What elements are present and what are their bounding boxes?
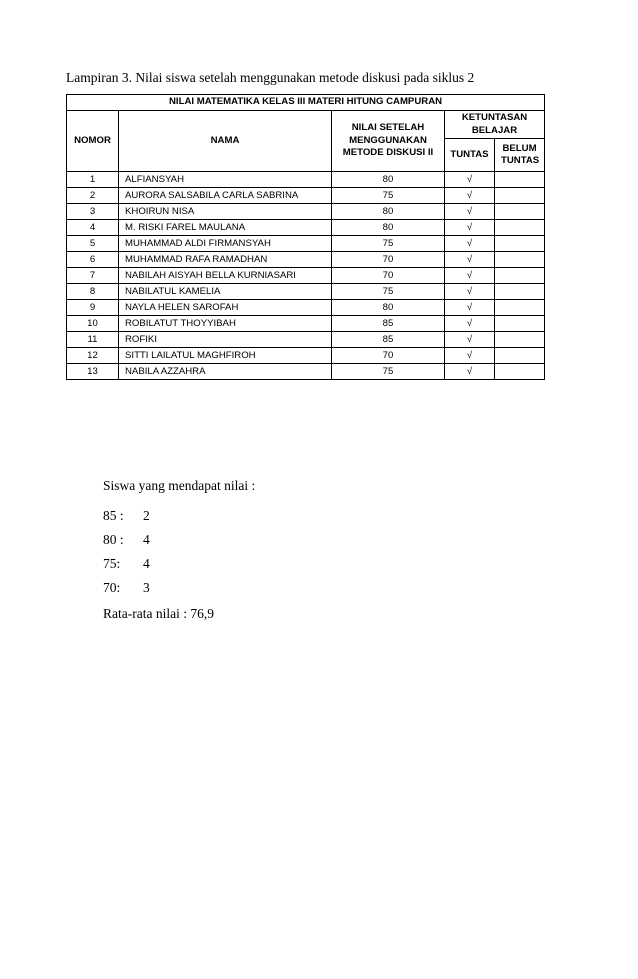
cell-belum-tuntas (495, 316, 545, 332)
summary-line (103, 528, 255, 552)
header-belum-tuntas: BELUM TUNTAS (495, 139, 545, 172)
header-nilai: NILAI SETELAH MENGGUNAKAN METODE DISKUSI II (332, 111, 445, 172)
table-row (67, 172, 545, 188)
cell-nilai: 85 (332, 332, 445, 348)
cell-nomor: 2 (67, 188, 119, 204)
cell-tuntas: √ (445, 220, 495, 236)
cell-nilai: 70 (332, 348, 445, 364)
summary-line-label: 80 : (103, 532, 124, 547)
cell-tuntas: √ (445, 252, 495, 268)
cell-nama: ROBILATUT THOYYIBAH (119, 316, 332, 332)
summary-line-value: 3 (143, 580, 150, 595)
cell-nama: SITTI LAILATUL MAGHFIROH (119, 348, 332, 364)
table-row (67, 364, 545, 380)
table-row (67, 220, 545, 236)
cell-nomor: 5 (67, 236, 119, 252)
cell-tuntas: √ (445, 316, 495, 332)
cell-belum-tuntas (495, 268, 545, 284)
table-title: NILAI MATEMATIKA KELAS III MATERI HITUNG CAMPURAN (67, 95, 545, 111)
cell-tuntas: √ (445, 268, 495, 284)
cell-belum-tuntas (495, 220, 545, 236)
summary-line (103, 552, 255, 576)
cell-belum-tuntas (495, 204, 545, 220)
cell-belum-tuntas (495, 172, 545, 188)
cell-nomor: 1 (67, 172, 119, 188)
summary-average: Rata-rata nilai : 76,9 (103, 606, 214, 621)
cell-nama: NABILA AZZAHRA (119, 364, 332, 380)
cell-nomor: 11 (67, 332, 119, 348)
cell-nilai: 85 (332, 316, 445, 332)
cell-nilai: 80 (332, 172, 445, 188)
document-caption: Lampiran 3. Nilai siswa setelah menggunakan metode diskusi pada siklus 2 (66, 70, 475, 85)
cell-nomor: 8 (67, 284, 119, 300)
cell-nama: ALFIANSYAH (119, 172, 332, 188)
cell-belum-tuntas (495, 300, 545, 316)
summary-line-value: 4 (143, 532, 150, 547)
cell-nilai: 70 (332, 252, 445, 268)
table-row (67, 268, 545, 284)
cell-nomor: 10 (67, 316, 119, 332)
cell-nilai: 75 (332, 284, 445, 300)
cell-belum-tuntas (495, 348, 545, 364)
cell-tuntas: √ (445, 236, 495, 252)
cell-tuntas: √ (445, 284, 495, 300)
cell-tuntas: √ (445, 172, 495, 188)
summary-line-label: 70: (103, 580, 121, 595)
cell-nilai: 80 (332, 220, 445, 236)
cell-nomor: 12 (67, 348, 119, 364)
table-row (67, 332, 545, 348)
cell-nomor: 7 (67, 268, 119, 284)
summary-line-value: 2 (143, 508, 150, 523)
cell-belum-tuntas (495, 364, 545, 380)
header-tuntas: TUNTAS (445, 139, 495, 172)
table-row (67, 188, 545, 204)
header-nomor: NOMOR (67, 111, 119, 172)
cell-nomor: 3 (67, 204, 119, 220)
cell-nilai: 70 (332, 268, 445, 284)
cell-nama: NABILATUL KAMELIA (119, 284, 332, 300)
cell-nama: ROFIKI (119, 332, 332, 348)
cell-belum-tuntas (495, 188, 545, 204)
summary-lines (103, 504, 255, 600)
cell-nama: NAYLA HELEN SAROFAH (119, 300, 332, 316)
table-row (67, 300, 545, 316)
cell-tuntas: √ (445, 188, 495, 204)
cell-nomor: 13 (67, 364, 119, 380)
cell-nama: M. RISKI FAREL MAULANA (119, 220, 332, 236)
cell-nilai: 80 (332, 204, 445, 220)
cell-belum-tuntas (495, 284, 545, 300)
cell-nomor: 6 (67, 252, 119, 268)
cell-tuntas: √ (445, 364, 495, 380)
summary-line (103, 504, 255, 528)
table-row (67, 204, 545, 220)
table-row (67, 284, 545, 300)
cell-nama: MUHAMMAD RAFA RAMADHAN (119, 252, 332, 268)
cell-nilai: 80 (332, 300, 445, 316)
cell-belum-tuntas (495, 332, 545, 348)
cell-tuntas: √ (445, 348, 495, 364)
cell-nomor: 4 (67, 220, 119, 236)
summary-section (103, 478, 255, 626)
cell-nomor: 9 (67, 300, 119, 316)
summary-line (103, 576, 255, 600)
cell-nilai: 75 (332, 236, 445, 252)
header-ketuntasan: KETUNTASAN BELAJAR (445, 111, 545, 139)
cell-nilai: 75 (332, 364, 445, 380)
table-row (67, 236, 545, 252)
table-row (67, 348, 545, 364)
grades-table (66, 94, 545, 380)
cell-belum-tuntas (495, 236, 545, 252)
cell-belum-tuntas (495, 252, 545, 268)
table-body (67, 172, 545, 380)
cell-tuntas: √ (445, 332, 495, 348)
summary-line-value: 4 (143, 556, 150, 571)
table-row (67, 316, 545, 332)
cell-nama: MUHAMMAD ALDI FIRMANSYAH (119, 236, 332, 252)
summary-title: Siswa yang mendapat nilai : (103, 478, 256, 493)
cell-nilai: 75 (332, 188, 445, 204)
cell-nama: NABILAH AISYAH BELLA KURNIASARI (119, 268, 332, 284)
cell-nama: KHOIRUN NISA (119, 204, 332, 220)
summary-line-label: 75: (103, 556, 121, 571)
header-nama: NAMA (119, 111, 332, 172)
cell-tuntas: √ (445, 204, 495, 220)
cell-nama: AURORA SALSABILA CARLA SABRINA (119, 188, 332, 204)
table-row (67, 252, 545, 268)
summary-line-label: 85 : (103, 508, 124, 523)
cell-tuntas: √ (445, 300, 495, 316)
